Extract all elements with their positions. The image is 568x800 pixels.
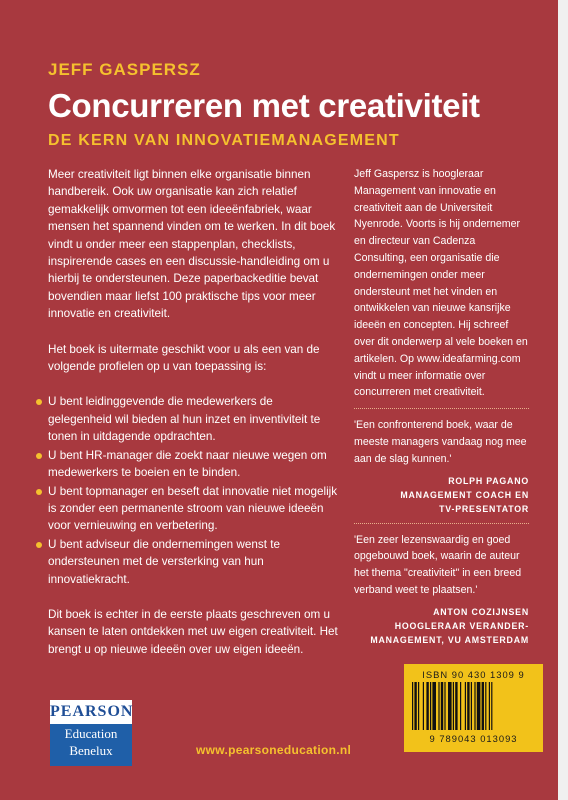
list-item: U bent adviseur die ondernemingen wenst te ondersteunen met de versterking van hun innovatiekracht. [48,536,338,588]
divider [354,523,529,524]
profile-list [48,393,338,587]
barcode-icon [412,682,535,730]
description-column [48,166,338,676]
ean-number: 9 789043 013093 [429,733,518,744]
list-item: U bent HR-manager die zoekt naar nieuwe wegen om medewerkers te boeien en te binden. [48,447,338,482]
review-quote-2: 'Een zeer lezenswaardig en goed opgebouwd boek, waarin de auteur het thema "creativiteit" in een breed verband weet te plaatsen.' [354,533,522,596]
reviewer-name: ANTON COZIJNSEN [433,606,529,617]
divider [354,408,529,409]
isbn-number: ISBN 90 430 1309 9 [422,669,525,680]
review-attribution-2 [354,605,529,647]
list-item: U bent topmanager en beseft dat innovatie niet mogelijk is zonder een permanente stroom van nieuwe ideeën voor vernieuwing en verbetering. [48,483,338,535]
book-subtitle: DE KERN VAN INNOVATIEMANAGEMENT [48,132,400,149]
book-title: Concurreren met creativiteit [48,87,480,124]
reviewer-name: ROLPH PAGANO [448,475,529,486]
page-edge [558,0,568,800]
bullet-icon [36,489,42,495]
intro-paragraph: Meer creativiteit ligt binnen elke organisatie binnen handbereik. Ook uw organisatie kan zich relatief gemakkelijk omvormen tot een ideeënfabriek, waar mensen het spannend vinden om te werken. In dit boek vindt u onder meer een stappenplan, checklists, inspirerende cases en een discussie-handleiding om u hierbij te ondersteunen. Deze paperbackeditie bevat bovendien maar liefst 100 praktische tips voor meer innovatie en creativiteit. [48,168,336,321]
reviewer-role: MANAGEMENT, VU AMSTERDAM [370,634,529,645]
review-attribution-1 [354,474,529,516]
bullet-icon [36,453,42,459]
closing-paragraph: Dit boek is echter in de eerste plaats geschreven om u kansen te laten ontdekken met uw eigen creativiteit. Het brengt u op nieuwe ideeën over uw eigen ideeën. [48,607,338,656]
publisher-brand: PEARSON [50,703,134,720]
publisher-url[interactable]: www.pearsoneducation.nl [196,743,352,757]
author-bio: Jeff Gaspersz is hoogleraar Management van innovatie en creativiteit aan de Universiteit Nyenrode. Voorts is hij ondernemer en directeur van Cadenza Consulting, een organisatie die ondernemingen onder meer ondersteunt met het vinden en ontwikkelen van nieuwe kansrijke ideeën en concepten. Hij schreef over dit onderwerp al vele boeken en artikelen. Op www.ideafarming.com vindt u meer informatie over concurreren met creativiteit. [354,168,528,399]
lead-paragraph: Het boek is uitermate geschikt voor u als een van de volgende profielen op u van toepassing is: [48,342,320,374]
publisher-region: Benelux [69,743,113,758]
reviewer-role: HOOGLERAAR VERANDER- [394,620,529,631]
reviewer-role: MANAGEMENT COACH EN [400,489,529,500]
author-column [354,166,529,647]
review-quote-1: 'Een confronterend boek, waar de meeste managers vandaag nog mee aan de slag kunnen.' [354,419,527,465]
reviewer-role: TV-PRESENTATOR [439,503,529,514]
author-name: JEFF GASPERSZ [48,60,201,79]
publisher-division: Education [64,726,118,741]
bullet-icon [36,542,42,548]
list-item: U bent leidinggevende die medewerkers de gelegenheid wil bieden al hun inzet en inventiviteit te tonen in uitdagende opdrachten. [48,393,338,445]
